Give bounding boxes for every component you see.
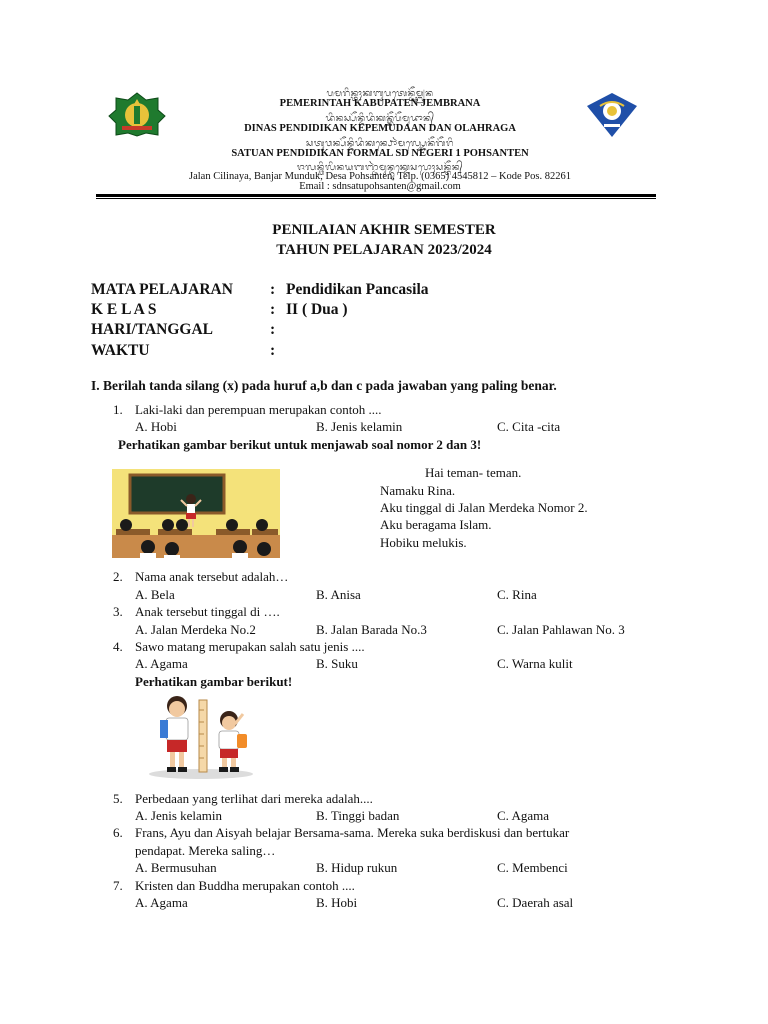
- question-number: 1.: [113, 402, 123, 417]
- option-b: B. Hobi: [316, 895, 358, 910]
- letterhead-balinese-line-4: ᬚᬮᬦ᭄ᬘᬶᬮᬶᬦᬬᬩᬜ᭄ᬚᬃᬫᬸᬦ᭄ᬤᬸᬓ᭄ᬤᬾᬲᬧᭀᬄᬲᬦ᭄ᬢᭂᬦ᭄: [296, 163, 464, 173]
- letterhead-email: Email : sdnsatupohsanten@gmail.com: [299, 181, 461, 192]
- info-value-subject: Pendidikan Pancasila: [286, 281, 429, 298]
- question-number: 6.: [113, 825, 123, 840]
- info-colon: :: [270, 342, 276, 359]
- info-label-subject: MATA PELAJARAN: [91, 281, 233, 298]
- info-label-time: WAKTU: [91, 342, 150, 359]
- children-height-illustration: [145, 694, 257, 780]
- picture-instruction: Perhatikan gambar berikut untuk menjawab soal nomor 2 dan 3!: [118, 437, 482, 452]
- story-line: Hobiku melukis.: [380, 535, 467, 550]
- info-colon: :: [270, 301, 276, 318]
- option-b: B. Anisa: [316, 587, 361, 602]
- info-label-class: K E L A S: [91, 301, 157, 318]
- option-c: C. Rina: [497, 587, 537, 602]
- option-c: C. Daerah asal: [497, 895, 574, 910]
- question-number: 2.: [113, 569, 123, 584]
- letterhead-balinese-line-2: ᬤᬶᬦᬲ᭄ᬧᭂᬦ᭄ᬤᬶᬤᬶᬓᬦ᭄ᬓᭂᬧᭂᬫᬸᬤᬵᬦ᭄: [325, 114, 435, 124]
- letterhead-divider-thin: [96, 198, 656, 199]
- question-text: Perbedaan yang terlihat dari mereka adalah....: [135, 791, 373, 806]
- option-b: B. Jenis kelamin: [316, 419, 403, 434]
- option-a: A. Hobi: [135, 419, 177, 434]
- letterhead-divider: [96, 194, 656, 197]
- info-colon: :: [270, 321, 276, 338]
- option-a: A. Bela: [135, 587, 175, 602]
- question-number: 3.: [113, 604, 123, 619]
- option-b: B. Suku: [316, 656, 358, 671]
- question-text: Kristen dan Buddha merupakan contoh ....: [135, 878, 355, 893]
- option-c: C. Membenci: [497, 860, 568, 875]
- option-c: C. Cita -cita: [497, 419, 561, 434]
- question-text: Sawo matang merupakan salah satu jenis ....: [135, 639, 365, 654]
- option-a: A. Jenis kelamin: [135, 808, 223, 823]
- info-value-class: II ( Dua ): [286, 301, 348, 318]
- story-line: Hai teman- teman.: [425, 465, 522, 480]
- story-line: Aku beragama Islam.: [380, 517, 492, 532]
- question-text: Laki-laki dan perempuan merupakan contoh ....: [135, 402, 382, 417]
- option-c: C. Agama: [497, 808, 549, 823]
- question-text: Frans, Ayu dan Aisyah belajar Bersama-sama. Mereka suka berdiskusi dan bertukar: [135, 825, 570, 840]
- option-c: C. Warna kulit: [497, 656, 573, 671]
- question-text: Anak tersebut tinggal di ….: [135, 604, 280, 619]
- jembrana-logo-icon: [108, 92, 166, 137]
- classroom-illustration: [112, 469, 280, 558]
- letterhead-address: Jalan Cilinaya, Banjar Munduk, Desa Pohsanten, Telp. (0365) 4545812 – Kode Pos. 82261: [189, 171, 571, 182]
- letterhead-balinese-line-1: ᬧᬫᬭᬶᬦ᭄ᬢᬄᬓᬩᬸᬧᬢᬾᬦ᭄ᬚᭂᬫ᭄ᬩ᭄ᬭᬦ: [326, 89, 434, 99]
- picture-instruction: Perhatikan gambar berikut!: [135, 674, 293, 689]
- option-b: B. Jalan Barada No.3: [316, 622, 427, 637]
- question-text: Nama anak tersebut adalah…: [135, 569, 289, 584]
- letterhead-government: PEMERINTAH KABUPATEN JEMBRANA: [279, 98, 481, 109]
- info-label-date: HARI/TANGGAL: [91, 321, 214, 338]
- question-number: 7.: [113, 878, 123, 893]
- letterhead-school: SATUAN PENDIDIKAN FORMAL SD NEGERI 1 POHSANTEN: [231, 148, 529, 159]
- option-a: A. Bermusuhan: [135, 860, 217, 875]
- letterhead-balinese-line-3: ᬲᬢᬸᬯᬦ᭄ᬧᭂᬦ᭄ᬤᬶᬤᬶᬓᬦ᭄ᬨᭀᬃᬫᬮ᭄ᬲ᭄ᬤᬾᬦᭂᬕᭂᬭᬶ: [306, 139, 454, 149]
- letterhead-department: DINAS PENDIDIKAN KEPEMUDAAN DAN OLAHRAGA: [244, 123, 516, 134]
- question-text-continued: pendapat. Mereka saling…: [135, 843, 276, 858]
- option-a: A. Jalan Merdeka No.2: [135, 622, 256, 637]
- question-number: 4.: [113, 639, 123, 654]
- letterhead: [0, 0, 768, 200]
- tut-wuri-handayani-logo-icon: [586, 92, 638, 138]
- academic-year: TAHUN PELAJARAN 2023/2024: [276, 242, 492, 258]
- option-b: B. Tinggi badan: [316, 808, 400, 823]
- question-number: 5.: [113, 791, 123, 806]
- option-a: A. Agama: [135, 895, 188, 910]
- option-a: A. Agama: [135, 656, 188, 671]
- story-line: Aku tinggal di Jalan Merdeka Nomor 2.: [380, 500, 588, 515]
- story-line: Namaku Rina.: [380, 483, 456, 498]
- section-instruction: I. Berilah tanda silang (x) pada huruf a,b dan c pada jawaban yang paling benar.: [91, 378, 557, 393]
- option-c: C. Jalan Pahlawan No. 3: [497, 622, 625, 637]
- info-colon: :: [270, 281, 276, 298]
- option-b: B. Hidup rukun: [316, 860, 398, 875]
- exam-title: PENILAIAN AKHIR SEMESTER: [272, 222, 496, 238]
